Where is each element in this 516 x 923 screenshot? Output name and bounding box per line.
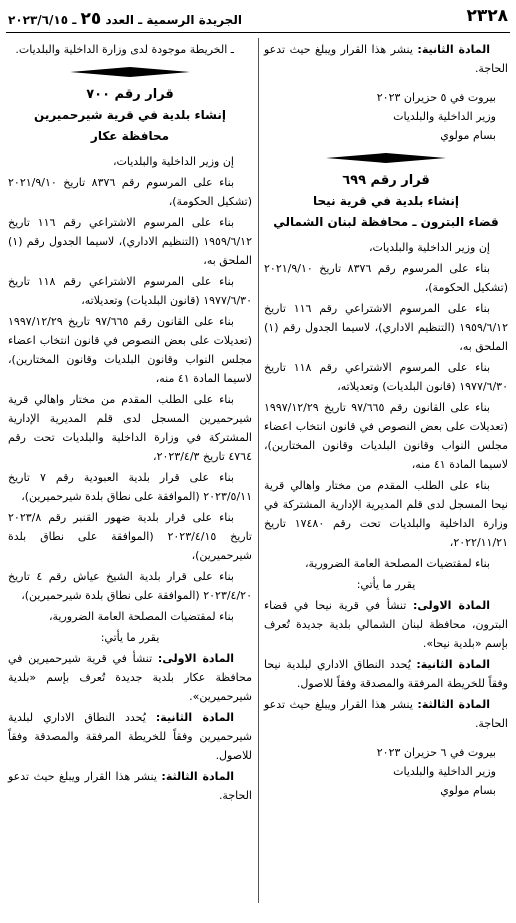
- article-label: المادة الثالثة:: [161, 770, 234, 783]
- gazette-name: الجريدة الرسمية ـ العدد: [105, 13, 242, 27]
- decree-subject: إنشاء بلدية في قرية نيحا: [313, 194, 459, 208]
- article-label: المادة الثانية:: [416, 658, 491, 671]
- article-label: المادة الثالثة:: [417, 698, 490, 711]
- signature-title: وزير الداخلية والبلديات: [393, 765, 496, 778]
- minister-line: إن وزير الداخلية والبلديات،: [368, 241, 490, 254]
- page-number: ٢٣٢٨: [466, 6, 508, 26]
- decree-subtitle: محافظة عكار: [90, 129, 170, 143]
- recital: بناء على المرسوم الاشتراعي رقم ١١٨ تاريخ ١٩٧٧/٦/٣٠ (قانون البلديات) وتعديلاته،: [8, 275, 252, 307]
- article-text: ينشر هذا القرار ويبلغ حيث تدعو الحاجة.: [264, 43, 508, 75]
- recital: بناء على الطلب المقدم من مختار واهالي قرية نيحا المسجل لدى قلم المديرية الإدارية المشتركة في وزارة الداخلية والبلديات تحت رقم ١٧٤٨٠ تاريخ ٢٠٢٢/١١/٢١،: [264, 479, 508, 549]
- left-column: [8, 40, 252, 807]
- minister-line: إن وزير الداخلية والبلديات،: [112, 155, 234, 168]
- signature-name: بسام مولوي: [440, 784, 496, 797]
- decides-line: يقرر ما يأتي:: [356, 578, 416, 591]
- signature-title: وزير الداخلية والبلديات: [393, 110, 496, 123]
- issue-date: ـ ٢٠٢٣/٦/١٥: [8, 13, 77, 27]
- article-text: ينشر هذا القرار ويبلغ حيث تدعو الحاجة.: [8, 770, 252, 802]
- article: [8, 708, 252, 765]
- decree-title: قرار رقم ٧٠٠: [86, 87, 174, 102]
- article: [264, 596, 508, 653]
- article-text: ينشر هذا القرار ويبلغ حيث تدعو الحاجة.: [264, 698, 508, 730]
- recital: بناء على المرسوم الاشتراعي رقم ١١٦ تاريخ ١٩٥٩/٦/١٢ (التنظيم الاداري)، لاسيما الجدول رقم (١) الملحق به،: [264, 302, 508, 353]
- recital: بناء على قرار بلدية ضهور القنبر رقم ٢٠٢٣/٨ تاريخ ٢٠٢٣/٤/١٥ (الموافقة على نطاق بلدة شيرحميرين)،: [8, 511, 252, 562]
- recital: بناء على المرسوم رقم ٨٣٧٦ تاريخ ٢٠٢١/٩/١٠ (تشكيل الحكومة)،: [264, 262, 508, 294]
- article-text: يُحدد النطاق الاداري لبلدية شيرحميرين وفقاً للخريطة المرفقة والمصدقة وفقاً للاصول.: [8, 711, 252, 762]
- column-divider: [258, 38, 259, 903]
- article: [264, 695, 508, 733]
- map-note: ـ الخريطة موجودة لدى وزارة الداخلية والبلديات.: [15, 43, 234, 56]
- recital: بناء على القانون رقم ٩٧/٦٦٥ تاريخ ١٩٩٧/١٢/٢٩ (تعديلات على بعض النصوص في قانون انتخاب اعضاء مجلس النواب وقانون البلديات وقانون المختارين)، لاسيما المادة ٤١ منه،: [264, 401, 508, 471]
- page-header: [6, 4, 510, 33]
- article: [8, 767, 252, 805]
- recital: بناء لمقتضيات المصلحة العامة الضرورية،: [48, 610, 234, 623]
- right-column: [264, 40, 508, 800]
- article-label: المادة الثانية:: [417, 43, 490, 56]
- article-text: تنشأ في قرية شيرحميرين في محافظة عكار بلدية جديدة تُعرف بإسم «بلدية شيرحميرين».: [8, 652, 252, 703]
- article: [264, 655, 508, 693]
- decree-title: قرار رقم ٦٩٩: [342, 173, 430, 188]
- recital: بناء على المرسوم الاشتراعي رقم ١١٦ تاريخ ١٩٥٩/٦/١٢ (التنظيم الاداري)، لاسيما الجدول رقم (١) الملحق به،: [8, 216, 252, 267]
- top-article: [264, 40, 508, 78]
- issue-number: ٢٥: [80, 9, 102, 29]
- recital: بناء على قرار بلدية العبودية رقم ٧ تاريخ ٢٠٢٣/٥/١١ (الموافقة على نطاق بلدة شيرحميرين)،: [8, 471, 252, 503]
- recital: بناء على المرسوم الاشتراعي رقم ١١٨ تاريخ ١٩٧٧/٦/٣٠ (قانون البلديات) وتعديلاته،: [264, 361, 508, 393]
- decides-line: يقرر ما يأتي:: [100, 631, 160, 644]
- article-text: تنشأ في قرية نيحا في قضاء البترون، محافظة لبنان الشمالي بلدية جديدة تُعرف بإسم «بلدية نيحا».: [264, 599, 508, 650]
- article-label: المادة الاولى:: [412, 599, 490, 612]
- article-label: المادة الاولى:: [157, 652, 234, 665]
- article: [8, 649, 252, 706]
- decree-subject: إنشاء بلدية في قرية شيرحميرين: [34, 108, 226, 122]
- signature-place-date: بيروت في ٥ حزيران ٢٠٢٣: [376, 91, 496, 104]
- recital: بناء على المرسوم رقم ٨٣٧٦ تاريخ ٢٠٢١/٩/١٠ (تشكيل الحكومة)،: [8, 176, 252, 208]
- recital: بناء على القانون رقم ٩٧/٦٦٥ تاريخ ١٩٩٧/١٢/٢٩ (تعديلات على بعض النصوص في قانون انتخاب اعضاء مجلس النواب وقانون البلديات وقانون المختارين)، لاسيما المادة ٤١ منه،: [8, 315, 252, 385]
- article-label: المادة الثانية:: [155, 711, 234, 724]
- separator-ornament: [70, 67, 190, 77]
- recital: بناء على الطلب المقدم من مختار واهالي قرية شيرحميرين المسجل لدى قلم المديرية الإدارية المشتركة في وزارة الداخلية والبلديات تحت رقم ٤٧٦٤ تاريخ ٢٠٢٣/٤/٣،: [8, 393, 252, 463]
- gazette-title: [8, 9, 242, 29]
- decree-subtitle: قضاء البترون ـ محافظة لبنان الشمالي: [273, 215, 499, 229]
- recital: بناء على قرار بلدية الشيخ عياش رقم ٤ تاريخ ٢٠٢٣/٤/٢٠ (الموافقة على نطاق بلدة شيرحميرين)،: [8, 570, 252, 602]
- signature-place-date: بيروت في ٦ حزيران ٢٠٢٣: [376, 746, 496, 759]
- article-text: يُحدد النطاق الاداري لبلدية نيحا وفقاً للخريطة المرفقة والمصدقة وفقاً للاصول.: [264, 658, 508, 690]
- recital: بناء لمقتضيات المصلحة العامة الضرورية،: [304, 557, 490, 570]
- separator-ornament: [326, 153, 446, 163]
- signature-name: بسام مولوي: [440, 129, 496, 142]
